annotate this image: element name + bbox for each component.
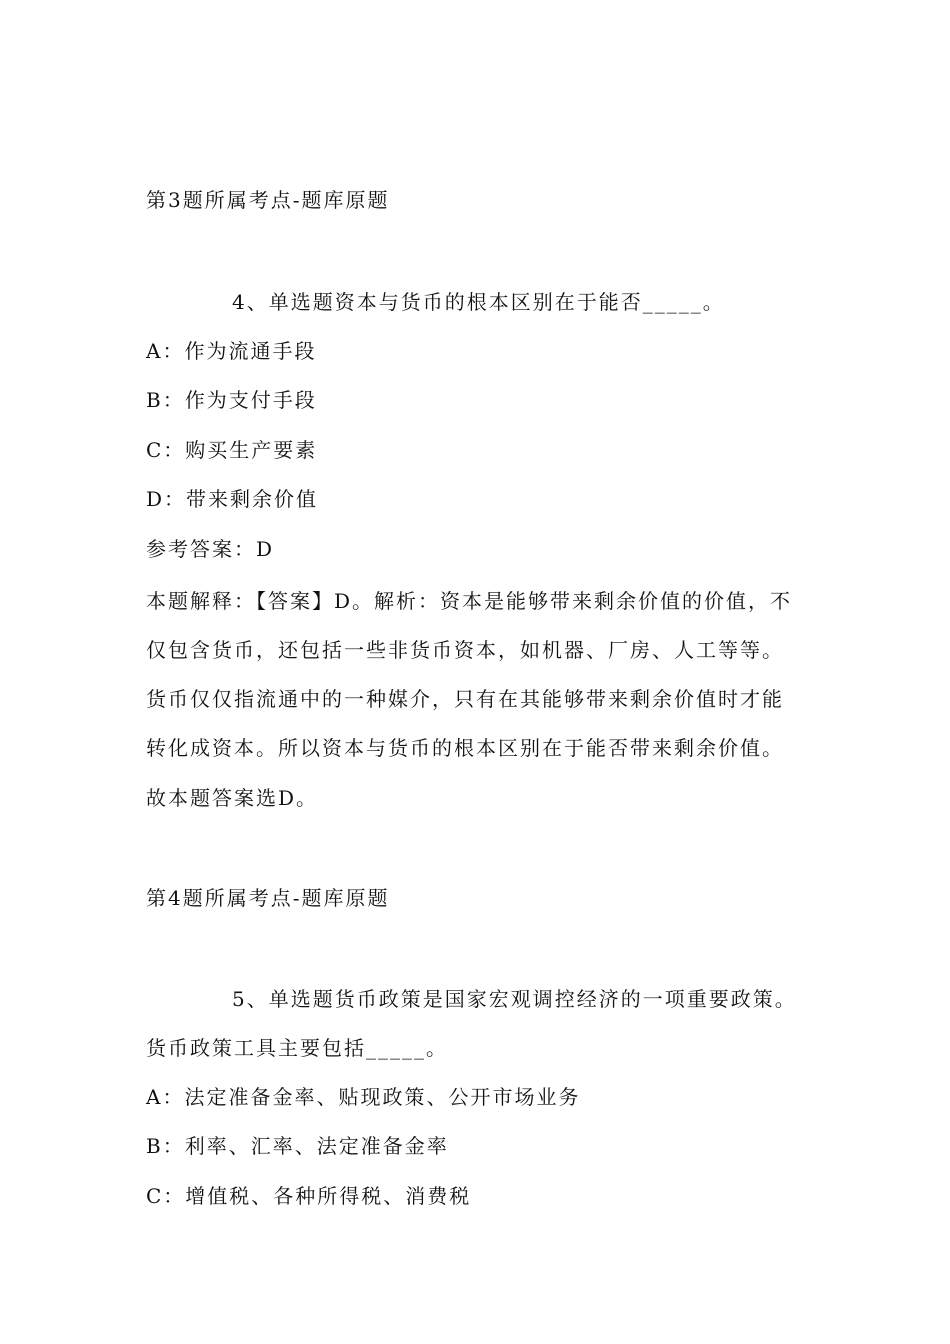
q3-source: 第3题所属考点-题库原题	[146, 188, 390, 212]
q5-question: 5、单选题货币政策是国家宏观调控经济的一项重要政策。	[232, 987, 797, 1011]
q5-option-c: C：增值税、各种所得税、消费税	[146, 1184, 472, 1208]
q4-explanation-line: 故本题答案选D。	[146, 786, 319, 810]
q4-explanation-line: 仅包含货币，还包括一些非货币资本，如机器、厂房、人工等等。	[146, 638, 784, 662]
q4-option-c: C：购买生产要素	[146, 438, 318, 462]
q4-source: 第4题所属考点-题库原题	[146, 886, 390, 910]
q4-option-b: B：作为支付手段	[146, 388, 317, 412]
q4-explanation-line: 货币仅仅指流通中的一种媒介，只有在其能够带来剩余价值时才能	[146, 687, 784, 711]
q4-question: 4、单选题资本与货币的根本区别在于能否_____。	[232, 290, 725, 314]
q5-question-continued: 货币政策工具主要包括_____。	[146, 1036, 448, 1060]
q4-explanation-line: 转化成资本。所以资本与货币的根本区别在于能否带来剩余价值。	[146, 736, 784, 760]
q5-option-b: B：利率、汇率、法定准备金率	[146, 1134, 449, 1158]
q4-answer: 参考答案：D	[146, 537, 275, 561]
q4-explanation-line: 本题解释：【答案】D。解析：资本是能够带来剩余价值的价值，不	[146, 589, 793, 613]
q4-option-d: D：带来剩余价值	[146, 487, 319, 511]
q4-option-a: A：作为流通手段	[146, 339, 317, 363]
q5-option-a: A：法定准备金率、贴现政策、公开市场业务	[146, 1085, 581, 1109]
